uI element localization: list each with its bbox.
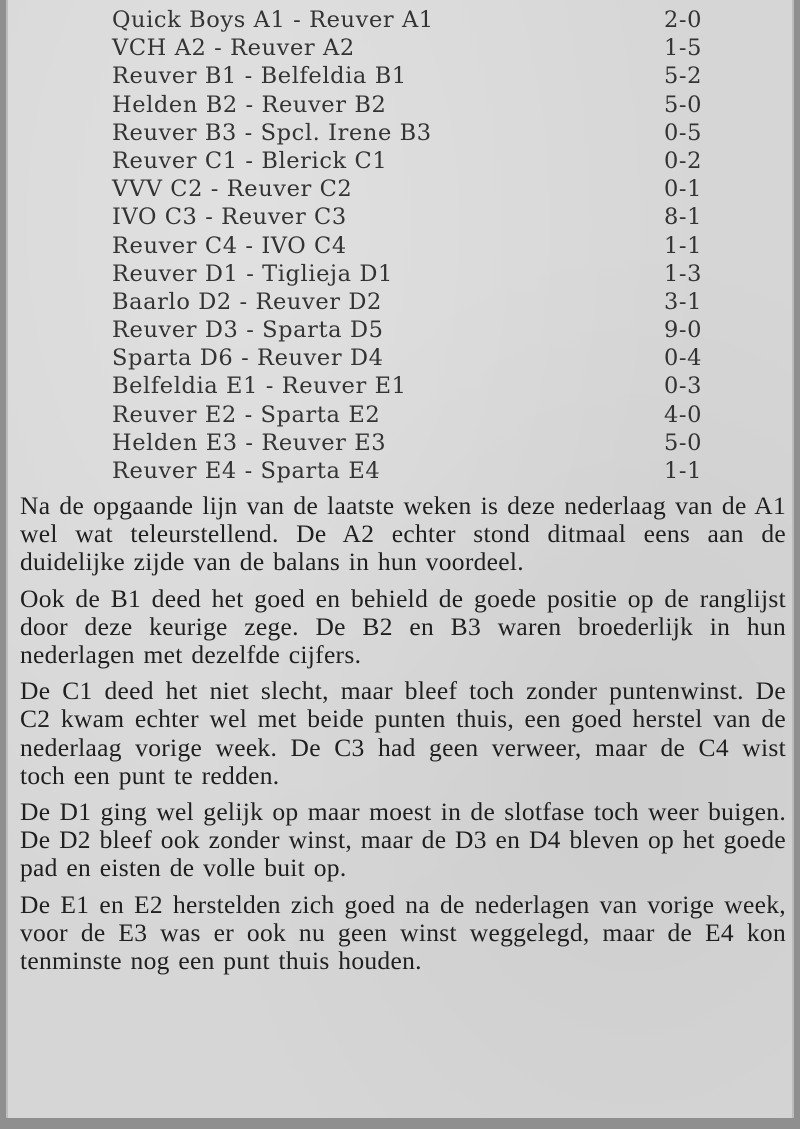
result-row: [112, 372, 702, 400]
result-match: Quick Boys A1 - Reuver A1: [112, 7, 434, 33]
result-score: 1-1: [663, 232, 702, 259]
result-score: 0-2: [663, 147, 702, 174]
report-paragraph-d-teams: De D1 ging wel gelijk op maar moest in de slotfase toch weer buigen. De D2 bleef ook zonder winst, maar de D3 en D4 bleven op het goede pad en eisten de volle buit op.: [20, 797, 786, 883]
result-match: Reuver D3 - Sparta D5: [112, 317, 384, 344]
result-match: Reuver D1 - Tiglieja D1: [112, 260, 393, 287]
result-score: 9-0: [663, 317, 702, 344]
report-paragraph-c-teams: De C1 deed het niet slecht, maar bleef toch zonder puntenwinst. De C2 kwam echter wel met beide punten thuis, een goed herstel van de nederlaag vorige week. De C3 had geen verweer, maar de C4 wist toch een punt te redden.: [20, 676, 786, 790]
result-row: [112, 260, 702, 288]
report-paragraph-a-teams: Na de opgaande lijn van de laatste weken is deze nederlaag van de A1 wel wat teleurstellend. De A2 echter stond ditmaal eens aan de duidelijke zijde van de balans in hun voordeel.: [20, 491, 786, 577]
result-row: [112, 457, 702, 485]
result-match: Reuver B1 - Belfeldia B1: [112, 63, 407, 90]
match-report: [20, 492, 786, 983]
result-score: 5-0: [663, 91, 702, 118]
result-score: 1-1: [663, 458, 702, 484]
result-score: 1-3: [663, 260, 702, 287]
result-score: 5-2: [663, 63, 702, 90]
result-row: [112, 316, 702, 344]
result-row: [112, 203, 702, 231]
result-match: IVO C3 - Reuver C3: [112, 204, 347, 231]
result-row: [112, 34, 702, 62]
result-row: [112, 147, 702, 175]
result-match: Reuver C1 - Blerick C1: [112, 147, 388, 174]
result-match: Reuver E4 - Sparta E4: [112, 458, 381, 484]
newspaper-clipping: [6, 0, 794, 1118]
report-paragraph-b-teams: Ook de B1 deed het goed en behield de goede positie op de ranglijst door deze keurige zege. De B2 en B3 waren broederlijk in hun nederlagen met dezelfde cijfers.: [20, 583, 786, 670]
result-match: VCH A2 - Reuver A2: [112, 35, 355, 62]
result-row: [112, 232, 702, 260]
result-score: 5-0: [663, 429, 702, 456]
result-score: 0-1: [663, 176, 702, 203]
result-score: 0-4: [663, 345, 702, 372]
result-match: Helden E3 - Reuver E3: [112, 429, 387, 456]
result-match: Belfeldia E1 - Reuver E1: [112, 373, 407, 400]
result-row: [112, 429, 702, 457]
result-match: Reuver C4 - IVO C4: [112, 232, 347, 259]
result-row: [112, 288, 702, 316]
result-match: Reuver E2 - Sparta E2: [112, 401, 381, 428]
result-match: Reuver B3 - Spcl. Irene B3: [112, 119, 432, 146]
result-match: Helden B2 - Reuver B2: [112, 91, 387, 118]
result-score: 0-3: [663, 373, 702, 400]
result-row: [112, 119, 702, 147]
result-match: Baarlo D2 - Reuver D2: [112, 288, 382, 315]
result-row: [112, 91, 702, 119]
report-paragraph-e-teams: De E1 en E2 herstelden zich goed na de nederlagen van vorige week, voor de E3 was er ook nu geen winst weggelegd, maar de E4 kon tenminste nog een punt thuis houden.: [20, 889, 786, 976]
result-score: 2-0: [663, 7, 702, 33]
result-match: Sparta D6 - Reuver D4: [112, 345, 384, 372]
result-row: [112, 344, 702, 372]
result-row: [112, 6, 702, 34]
result-row: [112, 62, 702, 90]
result-score: 4-0: [663, 401, 702, 428]
result-score: 8-1: [663, 204, 702, 231]
result-score: 0-5: [663, 119, 702, 146]
result-row: [112, 401, 702, 429]
match-results-list: [112, 6, 702, 485]
result-row: [112, 175, 702, 203]
result-score: 3-1: [663, 288, 702, 315]
result-match: VVV C2 - Reuver C2: [112, 176, 353, 203]
result-score: 1-5: [663, 35, 702, 62]
